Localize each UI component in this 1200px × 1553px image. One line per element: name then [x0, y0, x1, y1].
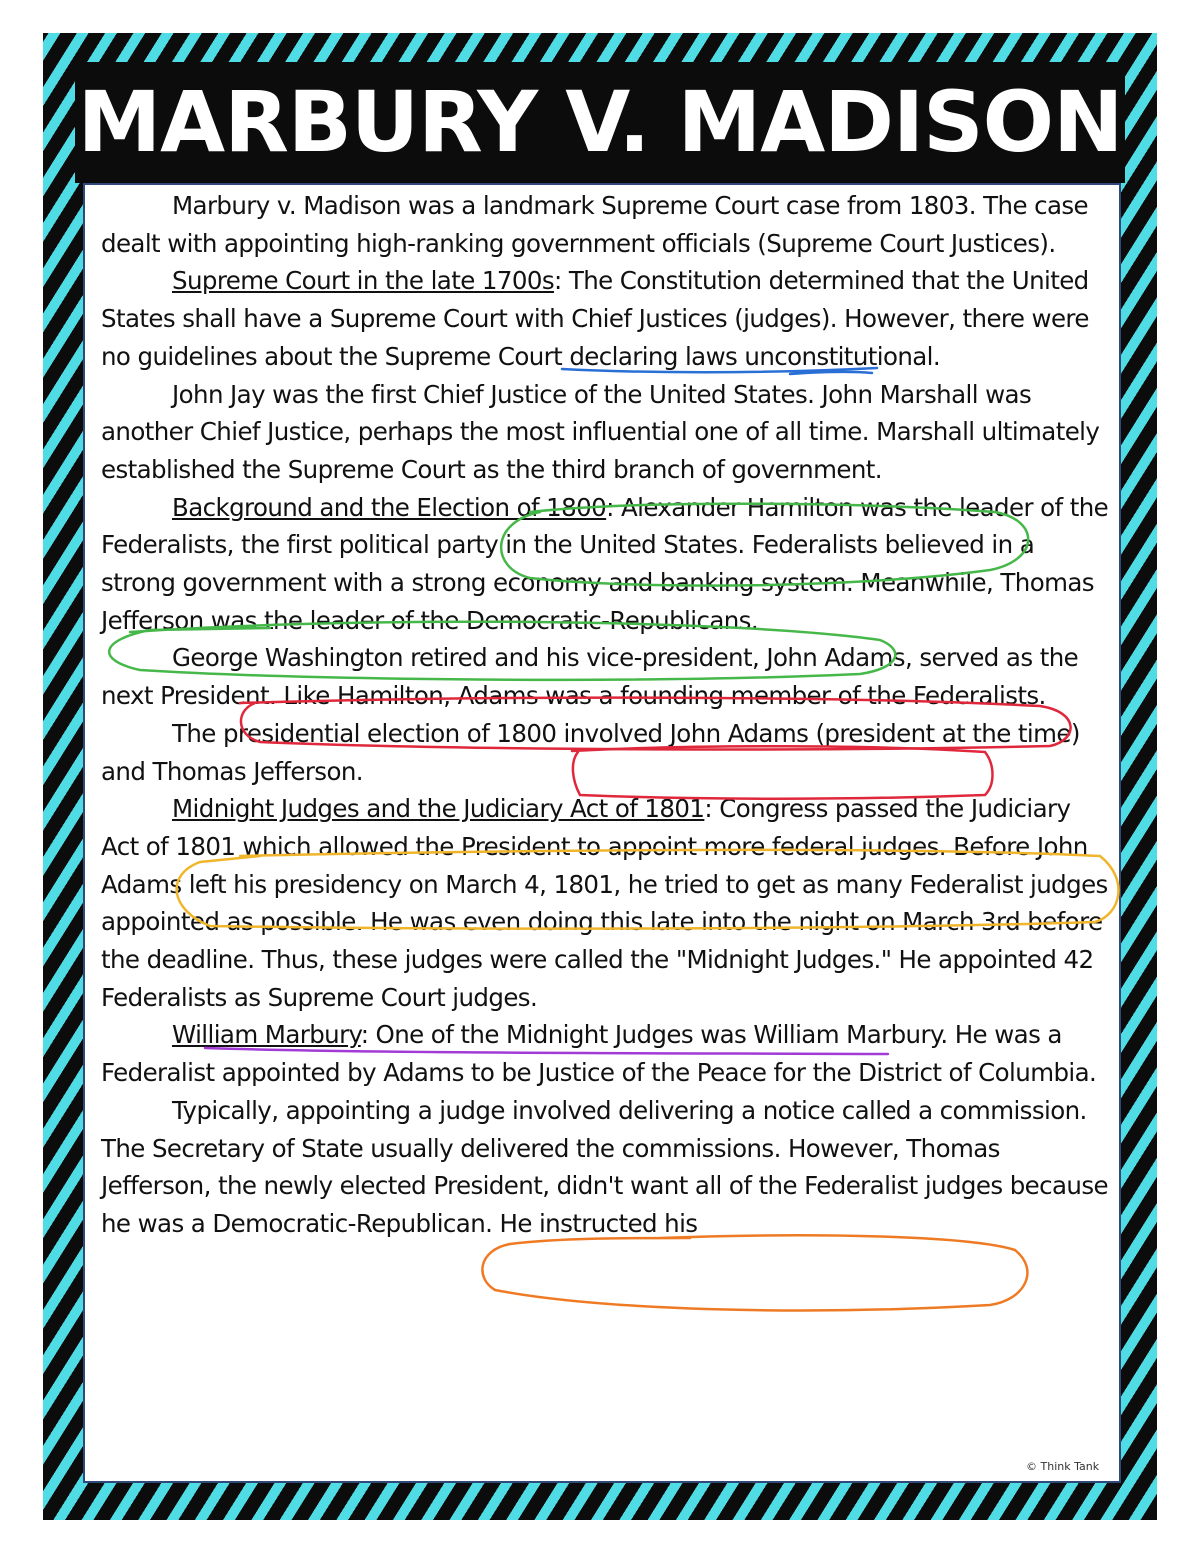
paragraph-background	[101, 489, 1111, 640]
section-heading: Midnight Judges and the Judiciary Act of 1801	[172, 794, 705, 824]
section-heading: William Marbury	[172, 1020, 361, 1050]
paragraph-washington	[101, 639, 1111, 714]
paragraph-supreme-court	[101, 262, 1111, 375]
section-heading: Background and the Election of 1800	[172, 492, 607, 522]
paragraph-text: The presidential election of 1800 involved John Adams (president at the time) and Thomas Jefferson.	[101, 718, 1080, 786]
paragraph-midnight-judges	[101, 790, 1111, 1016]
article-body	[101, 187, 1111, 1243]
paragraph-text: : Congress passed the Judiciary Act of 1801 which allowed the President to appoint more federal judges. Before John Adams left his presidency on March 4, 1801, he tried to get as many Federalist judges appointed as possible. He was even doing this late into the night on March 3rd before the deadline. Thus, these judges were called the "Midnight Judges." He appointed 42 Federalists as Supreme Court judges.	[101, 794, 1108, 1012]
paragraph-text: George Washington retired and his vice-president, John Adams, served as the next President. Like Hamilton, Adams was a founding member of the Federalists.	[101, 643, 1079, 711]
paragraph-text: John Jay was the first Chief Justice of the United States. John Marshall was another Chief Justice, perhaps the most influential one of all time. Marshall ultimately established the Supreme Court as the third branch of government.	[101, 379, 1100, 484]
paragraph-william-marbury	[101, 1016, 1111, 1091]
page-title: MARBURY V. MADISON	[77, 73, 1123, 171]
copyright-notice: © Think Tank	[1026, 1460, 1100, 1473]
paragraph-commission	[101, 1092, 1111, 1243]
paragraph-text: : Alexander Hamilton was the leader of the Federalists, the first political party in the United States. Federalists believed in a strong government with a strong economy and banking system. Meanwhile, Thomas Jefferson was the leader of the Democratic-Republicans.	[101, 492, 1109, 635]
paragraph-text: : The Constitution determined that the United States shall have a Supreme Court with Chief Justices (judges). However, there were no guidelines about the Supreme Court declaring laws unconstitutional.	[101, 266, 1089, 371]
paragraph-chief-justices	[101, 376, 1111, 489]
section-heading: Supreme Court in the late 1700s	[172, 266, 554, 296]
paragraph-text: Typically, appointing a judge involved delivering a notice called a commission. The Secretary of State usually delivered the commissions. However, Thomas Jefferson, the newly elected President, didn't want all of the Federalist judges because he was a Democratic-Republican. He instructed his	[101, 1095, 1108, 1238]
paragraph-election	[101, 715, 1111, 790]
paragraph-intro	[101, 187, 1111, 262]
paragraph-text: : One of the Midnight Judges was William Marbury. He was a Federalist appointed by Adams to be Justice of the Peace for the District of Columbia.	[101, 1020, 1097, 1088]
paragraph-text: Marbury v. Madison was a landmark Supreme Court case from 1803. The case dealt with appointing high-ranking government officials (Supreme Court Justices).	[101, 191, 1089, 258]
